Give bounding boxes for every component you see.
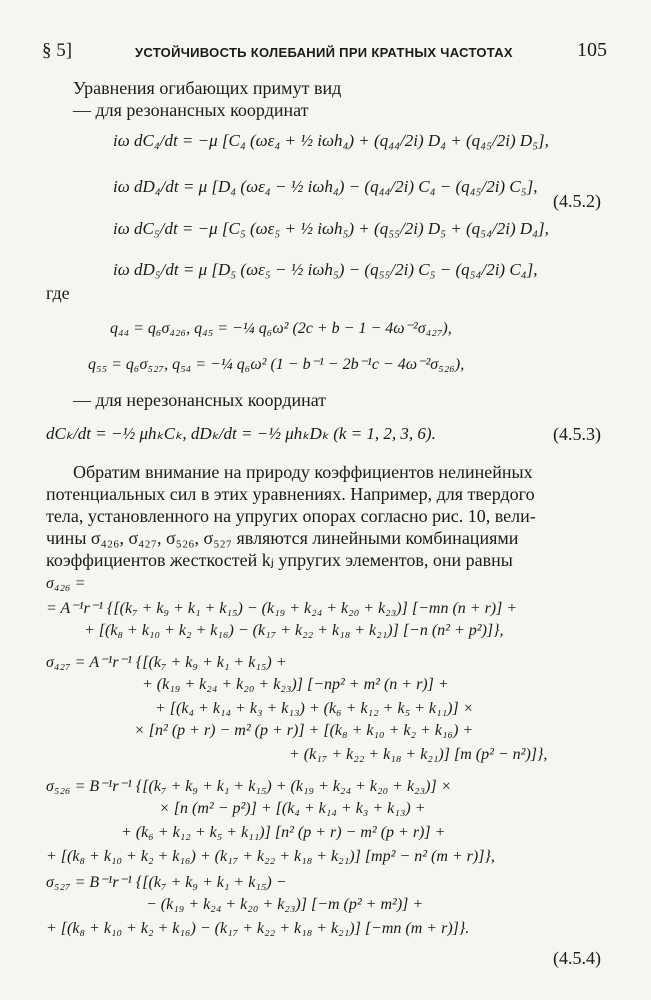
sigma-equation-line: + (k₁₇ + k₂₂ + k₁₈ + k₂₁)] [m (p² − n²)]},	[289, 746, 548, 763]
sigma-equation-line: σ₄₂₆ =	[46, 575, 86, 592]
sigma-equation-line: + [(k₄ + k₁₄ + k₃ + k₁₃) + (k₆ + k₁₂ + k₅ + k₁₁)] ×	[155, 700, 474, 717]
nonresonant-label: — для нерезонансных координат	[73, 390, 327, 410]
sigma-equation-line: = A⁻¹r⁻¹ {[(k₇ + k₉ + k₁ + k₁₅) − (k₁₉ + k₂₄ + k₂₀ + k₂₃)] [−mn (n + r)] +	[46, 600, 518, 617]
sigma-equation-line: + [(k₈ + k₁₀ + k₂ + k₁₆) + (k₁₇ + k₂₂ + k₁₈ + k₂₁)] [mp² − n² (m + r)]},	[46, 848, 495, 865]
nonresonant-equations: dCₖ/dt = −½ μhₖCₖ, dDₖ/dt = −½ μhₖDₖ (k = 1, 2, 3, 6).	[46, 424, 436, 443]
running-title: УСТОЙЧИВОСТЬ КОЛЕБАНИЙ ПРИ КРАТНЫХ ЧАСТОТАХ	[135, 45, 513, 60]
sigma-equation-line: × [n² (p + r) − m² (p + r)] + [(k₈ + k₁₀ + k₂ + k₁₆) +	[134, 722, 474, 739]
equation-number: (4.5.4)	[553, 948, 601, 968]
sigma-equation-line: + (k₆ + k₁₂ + k₅ + k₁₁)] [n² (p + r) − m² (p + r)] +	[121, 824, 446, 841]
q-definitions-line: q₅₅ = q₆σ₅₂₇, q₅₄ = −¼ q₆ω² (1 − b⁻¹ − 2b⁻¹c − 4ω⁻²σ₅₂₆),	[88, 356, 465, 373]
sigma-equation-line: − (k₁₉ + k₂₄ + k₂₀ + k₂₃)] [−m (p² + m²)] +	[146, 896, 424, 913]
equation-number: (4.5.3)	[553, 424, 601, 444]
where-word: где	[46, 283, 70, 303]
paragraph-line: чины σ₄₂₆, σ₄₂₇, σ₅₂₆, σ₅₂₇ являются линейными комбинациями	[46, 528, 519, 548]
sigma-equation-line: + (k₁₉ + k₂₄ + k₂₀ + k₂₃)] [−np² + m² (n + r)] +	[142, 676, 449, 693]
sigma-equation-line: + [(k₈ + k₁₀ + k₂ + k₁₆) − (k₁₇ + k₂₂ + k₁₈ + k₂₁)] [−n (n² + p²)]},	[84, 622, 504, 639]
resonant-label: — для резонансных координат	[73, 100, 309, 120]
sigma-equation-line: σ₅₂₇ = B⁻¹r⁻¹ {[(k₇ + k₉ + k₁ + k₁₅) −	[46, 874, 287, 891]
paragraph-line: тела, установленного на упругих опорах согласно рис. 10, вели-	[46, 506, 536, 526]
equation-number: (4.5.2)	[553, 191, 601, 211]
intro-line: Уравнения огибающих примут вид	[73, 78, 342, 98]
sigma-equation-line: σ₅₂₆ = B⁻¹r⁻¹ {[(k₇ + k₉ + k₁ + k₁₅) + (k₁₉ + k₂₄ + k₂₀ + k₂₃)] ×	[46, 778, 452, 795]
sigma-equation-line: + [(k₈ + k₁₀ + k₂ + k₁₆) − (k₁₇ + k₂₂ + k₁₈ + k₂₁)] [−mn (m + r)]}.	[46, 920, 470, 937]
page-number: 105	[577, 39, 607, 61]
paragraph-line: Обратим внимание на природу коэффициентов нелинейных	[73, 462, 533, 482]
equation-dC5: iω dC₅/dt = −μ [C₅ (ωε₅ + ½ iωh₅) + (q₅₅/2i) D₅ + (q₅₄/2i) D₄],	[113, 219, 549, 238]
paragraph-line: коэффициентов жесткостей kⱼ упругих элементов, они равны	[46, 550, 513, 570]
sigma-equation-line: σ₄₂₇ = A⁻¹r⁻¹ {[(k₇ + k₉ + k₁ + k₁₅) +	[46, 654, 287, 671]
equation-dD5: iω dD₅/dt = μ [D₅ (ωε₅ − ½ iωh₅) − (q₅₅/2i) C₅ − (q₅₄/2i) C₄],	[113, 260, 538, 279]
paragraph-line: потенциальных сил в этих уравнениях. Например, для твердого	[46, 484, 535, 504]
q-definitions-line: q₄₄ = q₆σ₄₂₆, q₄₅ = −¼ q₆ω² (2c + b − 1 − 4ω⁻²σ₄₂₇),	[110, 320, 452, 337]
equation-dD4: iω dD₄/dt = μ [D₄ (ωε₄ − ½ iωh₄) − (q₄₄/2i) C₄ − (q₄₅/2i) C₅],	[113, 177, 538, 196]
equation-dC4: iω dC₄/dt = −μ [C₄ (ωε₄ + ½ iωh₄) + (q₄₄/2i) D₄ + (q₄₅/2i) D₅],	[113, 131, 549, 150]
sigma-equation-line: × [n (m² − p²)] + [(k₄ + k₁₄ + k₃ + k₁₃) +	[159, 800, 426, 817]
section-marker: § 5]	[42, 40, 73, 61]
